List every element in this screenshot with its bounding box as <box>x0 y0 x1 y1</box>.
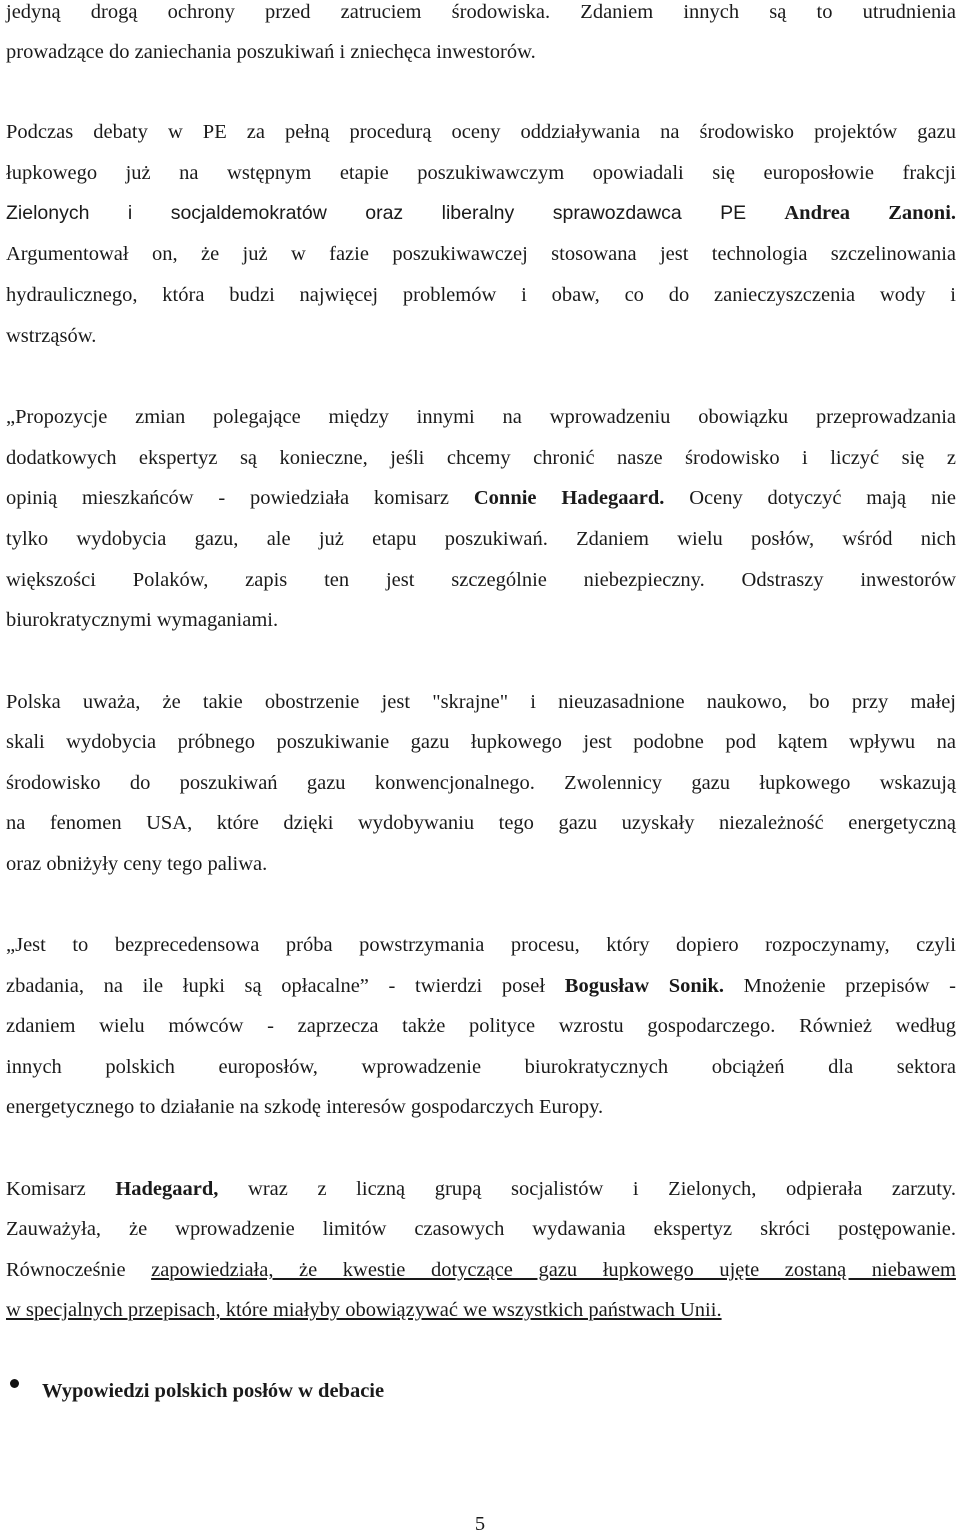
p5-line-4: innych polskich europosłów, wprowadzenie biurokratycznych obciążeń dla sektora <box>6 1056 956 1078</box>
p6-line-3-text-a: Równocześnie <box>6 1259 126 1281</box>
p3-line-5: większości Polaków, zapis ten jest szczególnie niebezpieczny. Odstraszy inwestorów <box>6 569 956 591</box>
p4-line-3: środowisko do poszukiwań gazu konwencjonalnego. Zwolennicy gazu łupkowego wskazują <box>6 772 956 794</box>
section-heading: Wypowiedzi polskich posłów w debacie <box>42 1380 385 1402</box>
page-number: 5 <box>474 1513 486 1535</box>
p5-line-5: energetycznego to działanie na szkodę interesów gospodarczych Europy. <box>6 1096 604 1118</box>
p5-line-2 <box>6 974 956 998</box>
p3-line-4: tylko wydobycia gazu, ale już etapu poszukiwań. Zdaniem wielu posłów, wśród nich <box>6 528 956 550</box>
speaker-name-hadegaard-2: Hadegaard, <box>115 1178 219 1200</box>
p3-line-3 <box>6 486 956 510</box>
p2-line-4: Argumentował on, że już w fazie poszukiwawczej stosowana jest technologia szczelinowania <box>6 243 956 265</box>
p3-line-2: dodatkowych ekspertyz są konieczne, jeśli chcemy chronić nasze środowisko i liczyć się z <box>6 447 956 469</box>
speaker-name-sonik: Bogusław Sonik. <box>564 975 724 997</box>
p4-line-1: Polska uważa, że takie obostrzenie jest "skrajne" i nieuzasadnione naukowo, bo przy małej <box>6 691 956 713</box>
p6-line-3 <box>6 1258 956 1282</box>
p6-line-2: Zauważyła, że wprowadzenie limitów czasowych wydawania ekspertyz skróci postępowanie. <box>6 1218 956 1240</box>
p2-line-6: wstrząsów. <box>6 325 97 347</box>
p3-line-3-text-b: Oceny dotyczyć mają nie <box>689 487 956 509</box>
p6-line-1-text-a: Komisarz <box>6 1178 86 1200</box>
p5-line-2-text-a: zbadania, na ile łupki są opłacalne” - twierdzi poseł <box>6 975 546 997</box>
p2-line-3 <box>6 201 956 225</box>
p6-line-4-underlined: w specjalnych przepisach, które miałyby obowiązywać we wszystkich państwach Unii. <box>6 1299 722 1321</box>
p3-line-6: biurokratycznymi wymaganiami. <box>6 609 279 631</box>
bullet-icon <box>10 1379 19 1388</box>
p4-line-2: skali wydobycia próbnego poszukiwanie gazu łupkowego jest podobne pod kątem wpływu na <box>6 731 956 753</box>
p5-line-2-text-b: Mnożenie przepisów - <box>743 975 957 997</box>
p2-line-2: łupkowego już na wstępnym etapie poszukiwawczym opowiadali się europosłowie frakcji <box>6 162 956 184</box>
p3-line-3-text-a: opinią mieszkańców - powiedziała komisarz <box>6 487 450 509</box>
p3-line-1: „Propozycje zmian polegające między innymi na wprowadzeniu obowiązku przeprowadzania <box>6 406 956 428</box>
p5-line-3: zdaniem wielu mówców - zaprzecza także polityce wzrostu gospodarczego. Również według <box>6 1015 956 1037</box>
p2-line-5: hydraulicznego, która budzi najwięcej problemów i obaw, co do zanieczyszczenia wody i <box>6 284 956 306</box>
p1-line-2: prowadzące do zaniechania poszukiwań i zniechęca inwestorów. <box>6 41 536 63</box>
p6-line-3-underlined: zapowiedziała, że kwestie dotyczące gazu łupkowego ujęte zostaną niebawem <box>151 1259 957 1281</box>
p6-line-1 <box>6 1177 956 1201</box>
p1-line-1: jedyną drogą ochrony przed zatruciem środowiska. Zdaniem innych są to utrudnienia <box>6 1 956 23</box>
p4-line-5: oraz obniżyły ceny tego paliwa. <box>6 853 268 875</box>
p6-line-1-text-b: wraz z liczną grupą socjalistów i Zielonych, odpierała zarzuty. <box>248 1178 957 1200</box>
p4-line-4: na fenomen USA, które dzięki wydobywaniu tego gazu uzyskały niezależność energetyczną <box>6 812 956 834</box>
p5-line-1: „Jest to bezprecedensowa próba powstrzymania procesu, który dopiero rozpoczynamy, czyli <box>6 934 956 956</box>
speaker-name-hadegaard: Connie Hadegaard. <box>473 487 665 509</box>
p6-line-4 <box>6 1298 956 1322</box>
p2-line-3-text: Zielonych i socjaldemokratów oraz liberalny sprawozdawca PE <box>6 202 747 224</box>
p2-line-1: Podczas debaty w PE za pełną procedurą oceny oddziaływania na środowisko projektów gazu <box>6 121 956 143</box>
speaker-name-zanoni: Andrea Zanoni. <box>784 202 957 224</box>
